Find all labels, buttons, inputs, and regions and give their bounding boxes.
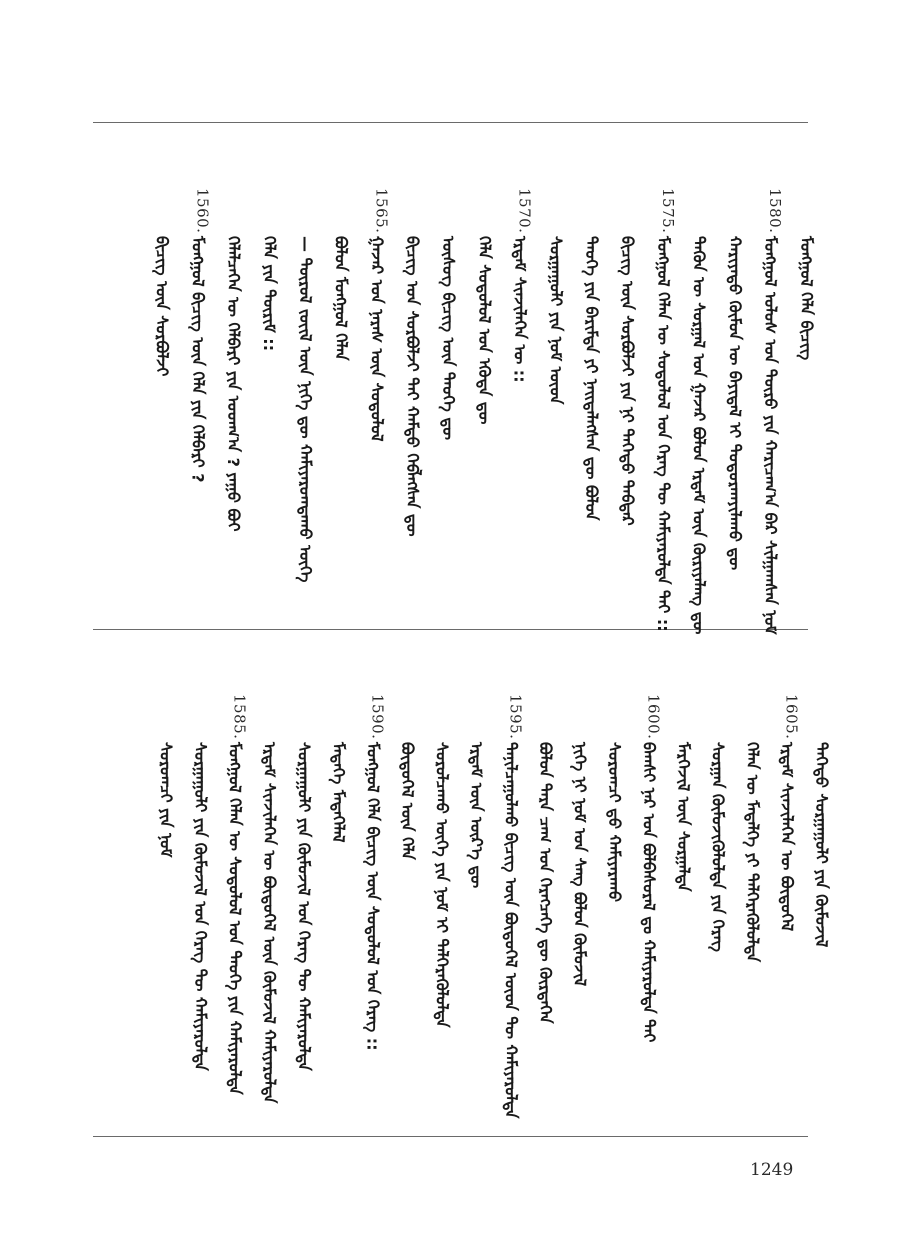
line-number: 1565. (372, 188, 391, 234)
text-column (647, 188, 677, 632)
text-column (391, 694, 421, 1114)
verse-line: ᠲᠡᠭᠦᠨ ᠦ ᠰᠤᠷᠭᠠᠯ ᠤᠨ ᠭᠠᠵᠠᠷ ᠪᠣᠯᠤᠨ ᠡᠷᠳᠡᠮ ᠦᠨ ᠬᠦᠷᠢᠶᠡᠯᠡᠩ ᠳᠦ (689, 236, 709, 635)
verse-line: ᠪᠢᠴᠢᠭ ᠦᠨ ᠰᠤᠷᠪᠤᠯᠵᠢ ᠶᠢᠨ ᠨᠢ ᠳᠡᠭᠡᠳᠦ ᠳᠡᠪᠲᠡᠷ (618, 236, 637, 526)
text-column (150, 694, 180, 1114)
verse-line: ᠡᠷᠳᠡᠮ ᠰᠢᠨᠵᠢᠯᠡᠭᠡᠨ ᠦ ᠪᠦᠲᠦᠭᠡᠯ ᠦᠨ ᠬᠦᠮᠦᠵᠢᠯ ᠬᠠᠮᠢᠶᠠᠷᠤᠯᠲᠠ (260, 742, 279, 1104)
text-column (253, 188, 283, 608)
line-number: 1595. (506, 694, 525, 740)
text-column (539, 188, 569, 608)
text-column (575, 188, 605, 608)
verse-line: ᠰᠤᠷᠤᠯᠴᠠᠬᠤ ᠦᠭᠡ ᠶᠢᠨ ᠨᠣᠮ ᠢ ᠳᠡᠯᠭᠡᠷᠡᠭᠦᠯᠦᠯᠲᠡ (432, 742, 452, 1028)
verse-line: ᠡᠷᠳᠡᠮ ᠦᠨ ᠦᠷ᠎ᠡ ᠳᠦ (467, 742, 486, 889)
text-column (396, 188, 426, 608)
text-column (217, 188, 247, 608)
verse-line: ᠡᠷᠳᠡᠮ ᠰᠢᠨᠵᠢᠯᠡᠭᠡᠨ ᠦ :: (510, 236, 530, 383)
text-column (504, 188, 534, 608)
verse-line: ᠳᠡᠭᠡᠳᠦ ᠰᠤᠷᠭᠠᠭᠤᠯᠢ ᠶᠢᠨ ᠬᠦᠮᠦᠵᠢᠯ (812, 742, 831, 948)
text-column (253, 694, 283, 1114)
text-column (146, 188, 176, 608)
verse-line: ᠮᠣᠩᠭᠣᠯ ᠬᠡᠯᠡᠨ ᠦ ᠰᠤᠳᠤᠯᠤᠯ ᠤᠨ ᠲᠡᠦᠬᠡ ᠶᠢᠨ ᠬᠠᠮᠢᠶᠠᠷᠤᠯᠲᠠ (225, 742, 245, 1095)
verse-line: ᠮᠣᠩᠭᠣᠯ ᠬᠡᠯᠡᠨ ᠦ ᠰᠤᠳᠤᠯᠤᠯ ᠤᠨ ᠬᠡᠷᠡᠭ ᠲᠦ ᠬᠠᠮᠢᠶᠠᠷᠤᠯᠲᠠ ᠲᠠᠢ :: (653, 236, 673, 632)
line-number: 1585. (230, 694, 249, 740)
verse-line: ᠮᠡᠷᠭᠡᠵᠢᠯ ᠦᠨ ᠰᠤᠷᠭᠠᠯᠲᠠ (674, 742, 693, 892)
verse-line: ᠮᠣᠩᠭᠣᠯ ᠬᠡᠯᠡ ᠪᠢᠴᠢᠭ ᠦᠨ ᠰᠤᠳᠤᠯᠤᠯ ᠤᠨ ᠬᠡᠷᠡᠭ :: (363, 742, 383, 1051)
text-column (432, 188, 462, 608)
text-column (495, 694, 525, 1119)
text-column (633, 694, 663, 1114)
verse-line: ᠭᠠᠵᠠᠷ ᠤᠨ ᠨᠡᠷᠡᠰ ᠦᠨ ᠰᠤᠳᠤᠯᠤᠯ (367, 236, 387, 442)
verse-line: ᠬᠡᠯᠡᠯᠴᠡᠭᠡᠨ ᠦ ᠬᠡᠯᠪᠡᠷᠢ ᠶᠢᠨ ᠤᠳᠬ᠎ᠠ ? ᠶᠠᠭᠤ ᠪᠤᠢ (224, 236, 244, 532)
text-column (289, 188, 319, 608)
text-column (219, 694, 249, 1114)
verse-line: ᠰᠤᠷᠭᠠᠭᠤᠯᠢ ᠶᠢᠨ ᠬᠦᠮᠦᠵᠢᠯ ᠤᠨ ᠬᠡᠷᠡᠭ ᠲᠦ ᠬᠠᠮᠢᠶᠠᠷᠤᠯᠲᠠ (191, 742, 210, 1071)
text-column (598, 694, 628, 1114)
text-column (564, 694, 594, 1114)
verse-line: ᠰᠤᠷᠤᠭᠴᠢ ᠶᠢᠨ ᠨᠣᠮ (156, 742, 176, 858)
verse-line: ᠬᠡᠯᠡᠨ ᠦ ᠮᠡᠳᠡᠯᠭᠡ ᠶᠢ ᠳᠡᠯᠭᠡᠷᠡᠭᠦᠯᠦᠯᠲᠡ (743, 742, 762, 963)
text-column (718, 188, 748, 608)
verse-line: ᠨᠢᠭᠡ ᠨᠢ ᠨᠣᠮ ᠤᠨ ᠰᠠᠩ ᠪᠣᠯᠤᠨ ᠬᠦᠮᠦᠵᠢᠯ (570, 742, 590, 987)
text-column (771, 694, 801, 1114)
verse-line: ᠡᠷᠳᠡᠮ ᠰᠢᠨᠵᠢᠯᠡᠭᠡᠨ ᠦ ᠪᠦᠲᠦᠭᠡᠯ (777, 742, 797, 932)
text-column (357, 694, 387, 1114)
bottom-rule (93, 1136, 808, 1137)
verse-line: ᠰᠤᠷᠭᠠᠭᠤᠯᠢ ᠶᠢᠨ ᠨᠣᠮ ᠦᠳ (546, 236, 566, 405)
verse-line: ᠪᠢᠴᠢᠭ ᠤᠨ ᠰᠤᠷᠪᠤᠯᠵᠢ ᠲᠠᠢ ᠬᠠᠮᠲᠤ ᠬᠡᠪᠯᠡᠭᠰᠡᠨ ᠳᠦ (403, 236, 423, 537)
verse-line: ᠰᠤᠷᠤᠭᠴᠢ ᠳ᠋ᠤ ᠬᠠᠮᠢᠶᠠᠷᠠᠬᠤ (605, 742, 624, 902)
line-number: 1590. (368, 694, 387, 740)
line-number: 1605. (782, 694, 801, 740)
text-column (426, 694, 456, 1114)
text-column (754, 188, 785, 635)
verse-line: ᠮᠣᠩᠭᠣᠯ ᠬᠡᠯᠡ ᠪᠢᠴᠢᠭ (797, 236, 816, 361)
text-column (184, 694, 214, 1114)
verse-line: ᠪᠦᠲᠦᠭᠡᠯ ᠦᠨ ᠬᠡᠯᠡ (398, 742, 417, 860)
text-column (611, 188, 641, 608)
text-column (322, 694, 352, 1114)
verse-line: ᠪᠣᠯᠤᠨ ᠮᠣᠩᠭᠣᠯ ᠬᠡᠯᠡᠨ (331, 236, 351, 361)
verse-line: ᠬᠠᠷᠢᠶᠠᠲᠤ ᠬᠦᠮᠦᠨ ᠦ ᠪᠠᠶᠢᠳᠠᠯ ᠢ ᠲᠣᠳᠣᠷᠬᠠᠶᠢᠯᠠᠬᠤ ᠳᠦ (725, 236, 745, 571)
text-column (683, 188, 713, 635)
text-column (181, 188, 211, 608)
verse-line: ᠬᠡᠯᠡ ᠰᠤᠳᠤᠯᠤᠯ ᠤᠨ ᠡᠭᠦᠳᠡ ᠳᠦ (474, 236, 494, 425)
line-number: 1560. (193, 188, 212, 234)
verse-line: ᠦᠰᠦᠭ ᠪᠢᠴᠢᠭ ᠦᠨ ᠲᠡᠦᠬᠡ ᠳᠦ (439, 236, 458, 441)
verse-line: ᠰᠤᠷᠭᠠᠨ ᠬᠦᠮᠦᠵᠢᠭᠦᠯᠦᠯᠲᠡ ᠶᠢᠨ ᠬᠡᠷᠡᠭ (708, 742, 728, 952)
top-rule (93, 122, 808, 123)
text-column (468, 188, 498, 608)
text-column (288, 694, 318, 1114)
verse-line: — ᠲᠥᠷᠥᠯ ᠵᠦᠢᠯ ᠦᠨ ᠨᠢᠭᠡ ᠳᠦ ᠬᠠᠮᠢᠶᠠᠷᠤᠭᠳᠠᠬᠤ ᠦᠭᠡ (295, 236, 315, 583)
verse-line: ᠬᠡᠯᠡ ᠶᠢᠨ ᠳᠦᠷᠢᠮ :: (260, 236, 279, 352)
line-number: 1570. (515, 188, 534, 234)
verse-line: ᠮᠣᠩᠭᠣᠯ ᠪᠢᠴᠢᠭ ᠦᠨ ᠬᠡᠯᠡ ᠶᠢᠨ ᠬᠡᠯᠪᠡᠷᠢ ? (188, 236, 208, 483)
line-number: 1600. (644, 694, 663, 740)
verse-line: ᠲᠡᠦᠬᠡ ᠶᠢᠨ ᠪᠠᠷᠢᠮᠲᠠ ᠶᠢ ᠨᠡᠢᠲᠡᠯᠡᠭᠰᠡᠨ ᠳᠦ ᠪᠣᠯᠤᠨ (582, 236, 602, 521)
verse-line: ᠮᠣᠩᠭᠣᠯ ᠤᠯᠤᠰ ᠤᠨ ᠲᠥᠷᠦ ᠶᠢᠨ ᠬᠠᠷᠢᠴᠠᠭ᠎ᠠ ᠪᠠᠷ ᠰᠢᠯᠭᠠᠭᠰᠠᠨ ᠨᠣᠮ (761, 236, 781, 635)
text-column (360, 188, 390, 608)
text-column (460, 694, 490, 1114)
text-column (805, 694, 835, 1114)
page-number: 1249 (750, 1160, 794, 1180)
line-number: 1580. (766, 188, 785, 234)
text-column (325, 188, 355, 608)
text-column (529, 694, 559, 1114)
verse-line: ᠪᠢᠴᠢᠭ᠌ ᠦᠨ ᠰᠤᠷᠪᠤᠯᠵᠢ (152, 236, 172, 377)
text-column (736, 694, 766, 1114)
text-column (790, 188, 820, 608)
verse-line: ᠪᠠᠭᠰᠢ ᠨᠠᠷ ᠤᠨ ᠪᠣᠯᠪᠠᠰᠤᠷᠠᠯ ᠳᠤ ᠬᠠᠮᠢᠶᠠᠷᠤᠯᠲᠠ ᠲᠠᠢ (639, 742, 659, 1043)
text-column (702, 694, 732, 1114)
line-number: 1575. (658, 188, 677, 234)
verse-line: ᠲᠠᠨᠢᠯᠴᠠᠭᠤᠯᠬᠤ ᠪᠢᠴᠢᠭ ᠦᠨ ᠪᠦᠲᠦᠭᠡᠯ ᠦᠳ ᠲᠦ ᠬᠠᠮᠢᠶᠠᠷᠤᠯᠲᠠ (501, 742, 521, 1119)
verse-line: ᠮᠡᠳᠡᠭᠡ ᠮᠡᠳᠡᠭᠡᠯᠡᠯ (329, 742, 348, 843)
verse-line: ᠪᠣᠯᠤᠨ ᠲᠡᠷᠡ ᠴᠠᠭ ᠤᠨ ᠬᠡᠷᠡᠭᠴᠡᠭᠡ ᠳᠦ ᠬᠦᠷᠲᠡᠭᠡᠨ (536, 742, 555, 1024)
text-column (667, 694, 697, 1114)
verse-line: ᠰᠤᠷᠭᠠᠭᠤᠯᠢ ᠶᠢᠨ ᠬᠦᠮᠦᠵᠢᠯ ᠤᠨ ᠬᠡᠷᠡᠭ ᠲᠦ ᠬᠠᠮᠢᠶᠠᠷᠤᠯᠲᠠ (294, 742, 314, 1071)
